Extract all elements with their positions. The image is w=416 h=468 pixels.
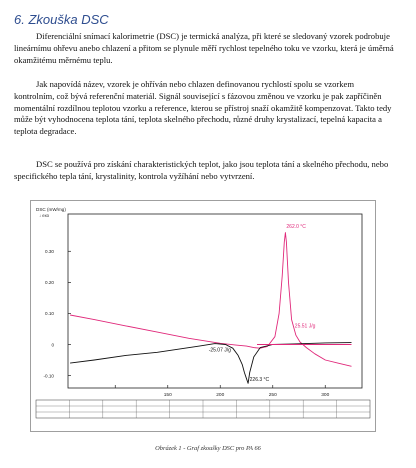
legend-table — [36, 400, 370, 418]
x-tick-label: 150 — [163, 393, 172, 398]
y-axis-label: DSC (mW/mg) — [36, 207, 66, 212]
annotation-label: -25.07 J/g — [208, 347, 231, 354]
y-tick-label: 0.30 — [45, 249, 54, 255]
y-tick-label: 0.20 — [45, 280, 54, 286]
annotation-label: 226.3 °C — [249, 376, 270, 383]
x-tick-label: 200 — [216, 393, 225, 398]
paragraph-1: Diferenciální snímací kalorimetrie (DSC) je termická analýza, při které se sledovaný vzorek podrobuje lineárnímu ohřevu anebo chlazení a přitom se plynule měří rychlost tepelného toku ve vzorku, která je úměrná okamžitému měrnému teplu. — [14, 31, 394, 65]
y-tick-label: -0.10 — [43, 373, 54, 379]
paragraph-3: DSC se používá pro získání charakteristických teplot, jako jsou teplota tání a skelného přechodu, nebo specifického tepla tání, krystalinity, kontrola vyžíhání nebo vytvrzení. — [14, 159, 389, 181]
paragraph-2: Jak napovídá název, vzorek je ohříván nebo chlazen definovanou rychlostí spolu se vzorkem kontrolním, což bývá referenční materiál. Signál související s fázovou změnou ve vzorku je pak zapříčiněn momentální rozdílnou teplotou vzorku a reference, kterou se přístroj snaží okamžitě kompenzovat. Takto tedy může být vyhodnocena teplota tání, teplota skelného přechodu, různé druhy krystalizací, tepelná kapacita a teplota degradace. — [14, 79, 392, 137]
x-tick-label: 300 — [321, 393, 330, 398]
x-tick-label: 250 — [268, 393, 277, 398]
dsc-chart-figure — [30, 200, 376, 432]
dsc-chart — [30, 200, 376, 432]
figure-caption: Obrázek 1 - Graf zkoušky DSC pro PA 66 — [155, 445, 261, 452]
y-tick-label: 0.10 — [45, 311, 54, 317]
y-tick-label: 0 — [51, 342, 54, 348]
y-axis-sublabel: ↓ exo — [39, 213, 50, 218]
section-heading: 6. Zkouška DSC — [14, 12, 109, 27]
annotation-label: 262.0 °C — [286, 223, 306, 230]
annotation-label: 25.51 J/g — [294, 323, 316, 330]
